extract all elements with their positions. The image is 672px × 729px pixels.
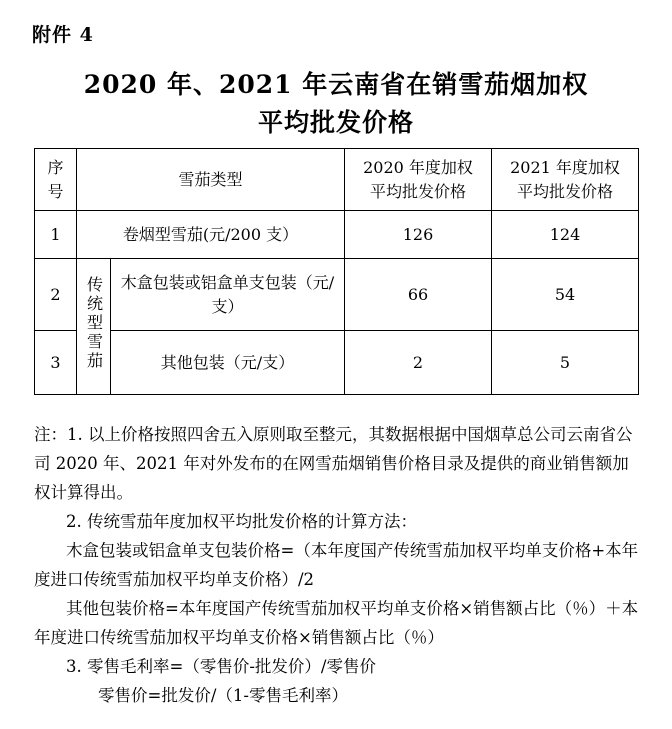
row-2-seq: 2: [35, 259, 77, 331]
row-group-label-traditional-cigar: [77, 259, 111, 395]
table-row: [35, 259, 639, 331]
row-3-type: 其他包装（元/支）: [111, 331, 345, 395]
page-title: [36, 66, 636, 142]
note-2-formula-1: 木盒包装或铝盒单支包装价格=（本年度国产传统雪茄加权平均单支价格+本年度进口传统雪茄加权平均单支价格）/2: [34, 541, 639, 589]
row-1-seq: 1: [35, 211, 77, 259]
header-year-2020-line-1: 2020 年度加权: [363, 157, 473, 177]
note-2: 2. 传统雪茄年度加权平均批发价格的计算方法：: [66, 512, 417, 531]
note-2-formula-2: 其他包装价格=本年度国产传统雪茄加权平均单支价格×销售额占比（％）＋本年度进口传统雪茄加权平均单支价格×销售额占比（％）: [34, 599, 639, 647]
header-year-2020-line-2: 平均批发价格: [369, 181, 466, 201]
header-year-2020: [345, 149, 492, 211]
header-year-2021: [492, 149, 639, 211]
price-table: [34, 148, 639, 395]
row-group-label-text: 传统型雪茄: [84, 275, 104, 371]
page-title-line-2: 平均批发价格: [257, 108, 414, 137]
table-row: [35, 331, 639, 395]
table-row: [35, 211, 639, 259]
header-year-2021-line-1: 2021 年度加权: [510, 157, 620, 177]
header-type: 雪茄类型: [77, 149, 345, 211]
row-2-value-2021: 54: [492, 259, 639, 331]
note-1: 注：1. 以上价格按照四舍五入原则取至整元，其数据根据中国烟草总公司云南省公司 2020 年、2021 年对外发布的在网雪茄烟销售价格目录及提供的商业销售额加权计算得出。: [34, 425, 633, 502]
row-1-type: 卷烟型雪茄(元/200 支）: [77, 211, 345, 259]
row-1-value-2021: 124: [492, 211, 639, 259]
row-3-value-2021: 5: [492, 331, 639, 395]
row-2-value-2020: 66: [345, 259, 492, 331]
header-seq-line-1: 序: [47, 157, 64, 177]
note-3-formula: 零售价=批发价/（1-零售毛利率）: [98, 686, 348, 705]
header-year-2021-line-2: 平均批发价格: [516, 181, 613, 201]
row-3-seq: 3: [35, 331, 77, 395]
table-header-row: [35, 149, 639, 211]
row-1-value-2020: 126: [345, 211, 492, 259]
attachment-label: 附件 4: [32, 24, 94, 46]
header-seq: [35, 149, 77, 211]
row-3-value-2020: 2: [345, 331, 492, 395]
notes-section: [34, 420, 642, 710]
row-2-type: 木盒包装或铝盒单支包装（元/支）: [111, 259, 345, 331]
page-title-line-1: 2020 年、2021 年云南省在销雪茄烟加权: [83, 70, 589, 99]
note-3: 3. 零售毛利率=（零售价-批发价）/零售价: [66, 657, 376, 676]
header-seq-line-2: 号: [47, 181, 64, 201]
